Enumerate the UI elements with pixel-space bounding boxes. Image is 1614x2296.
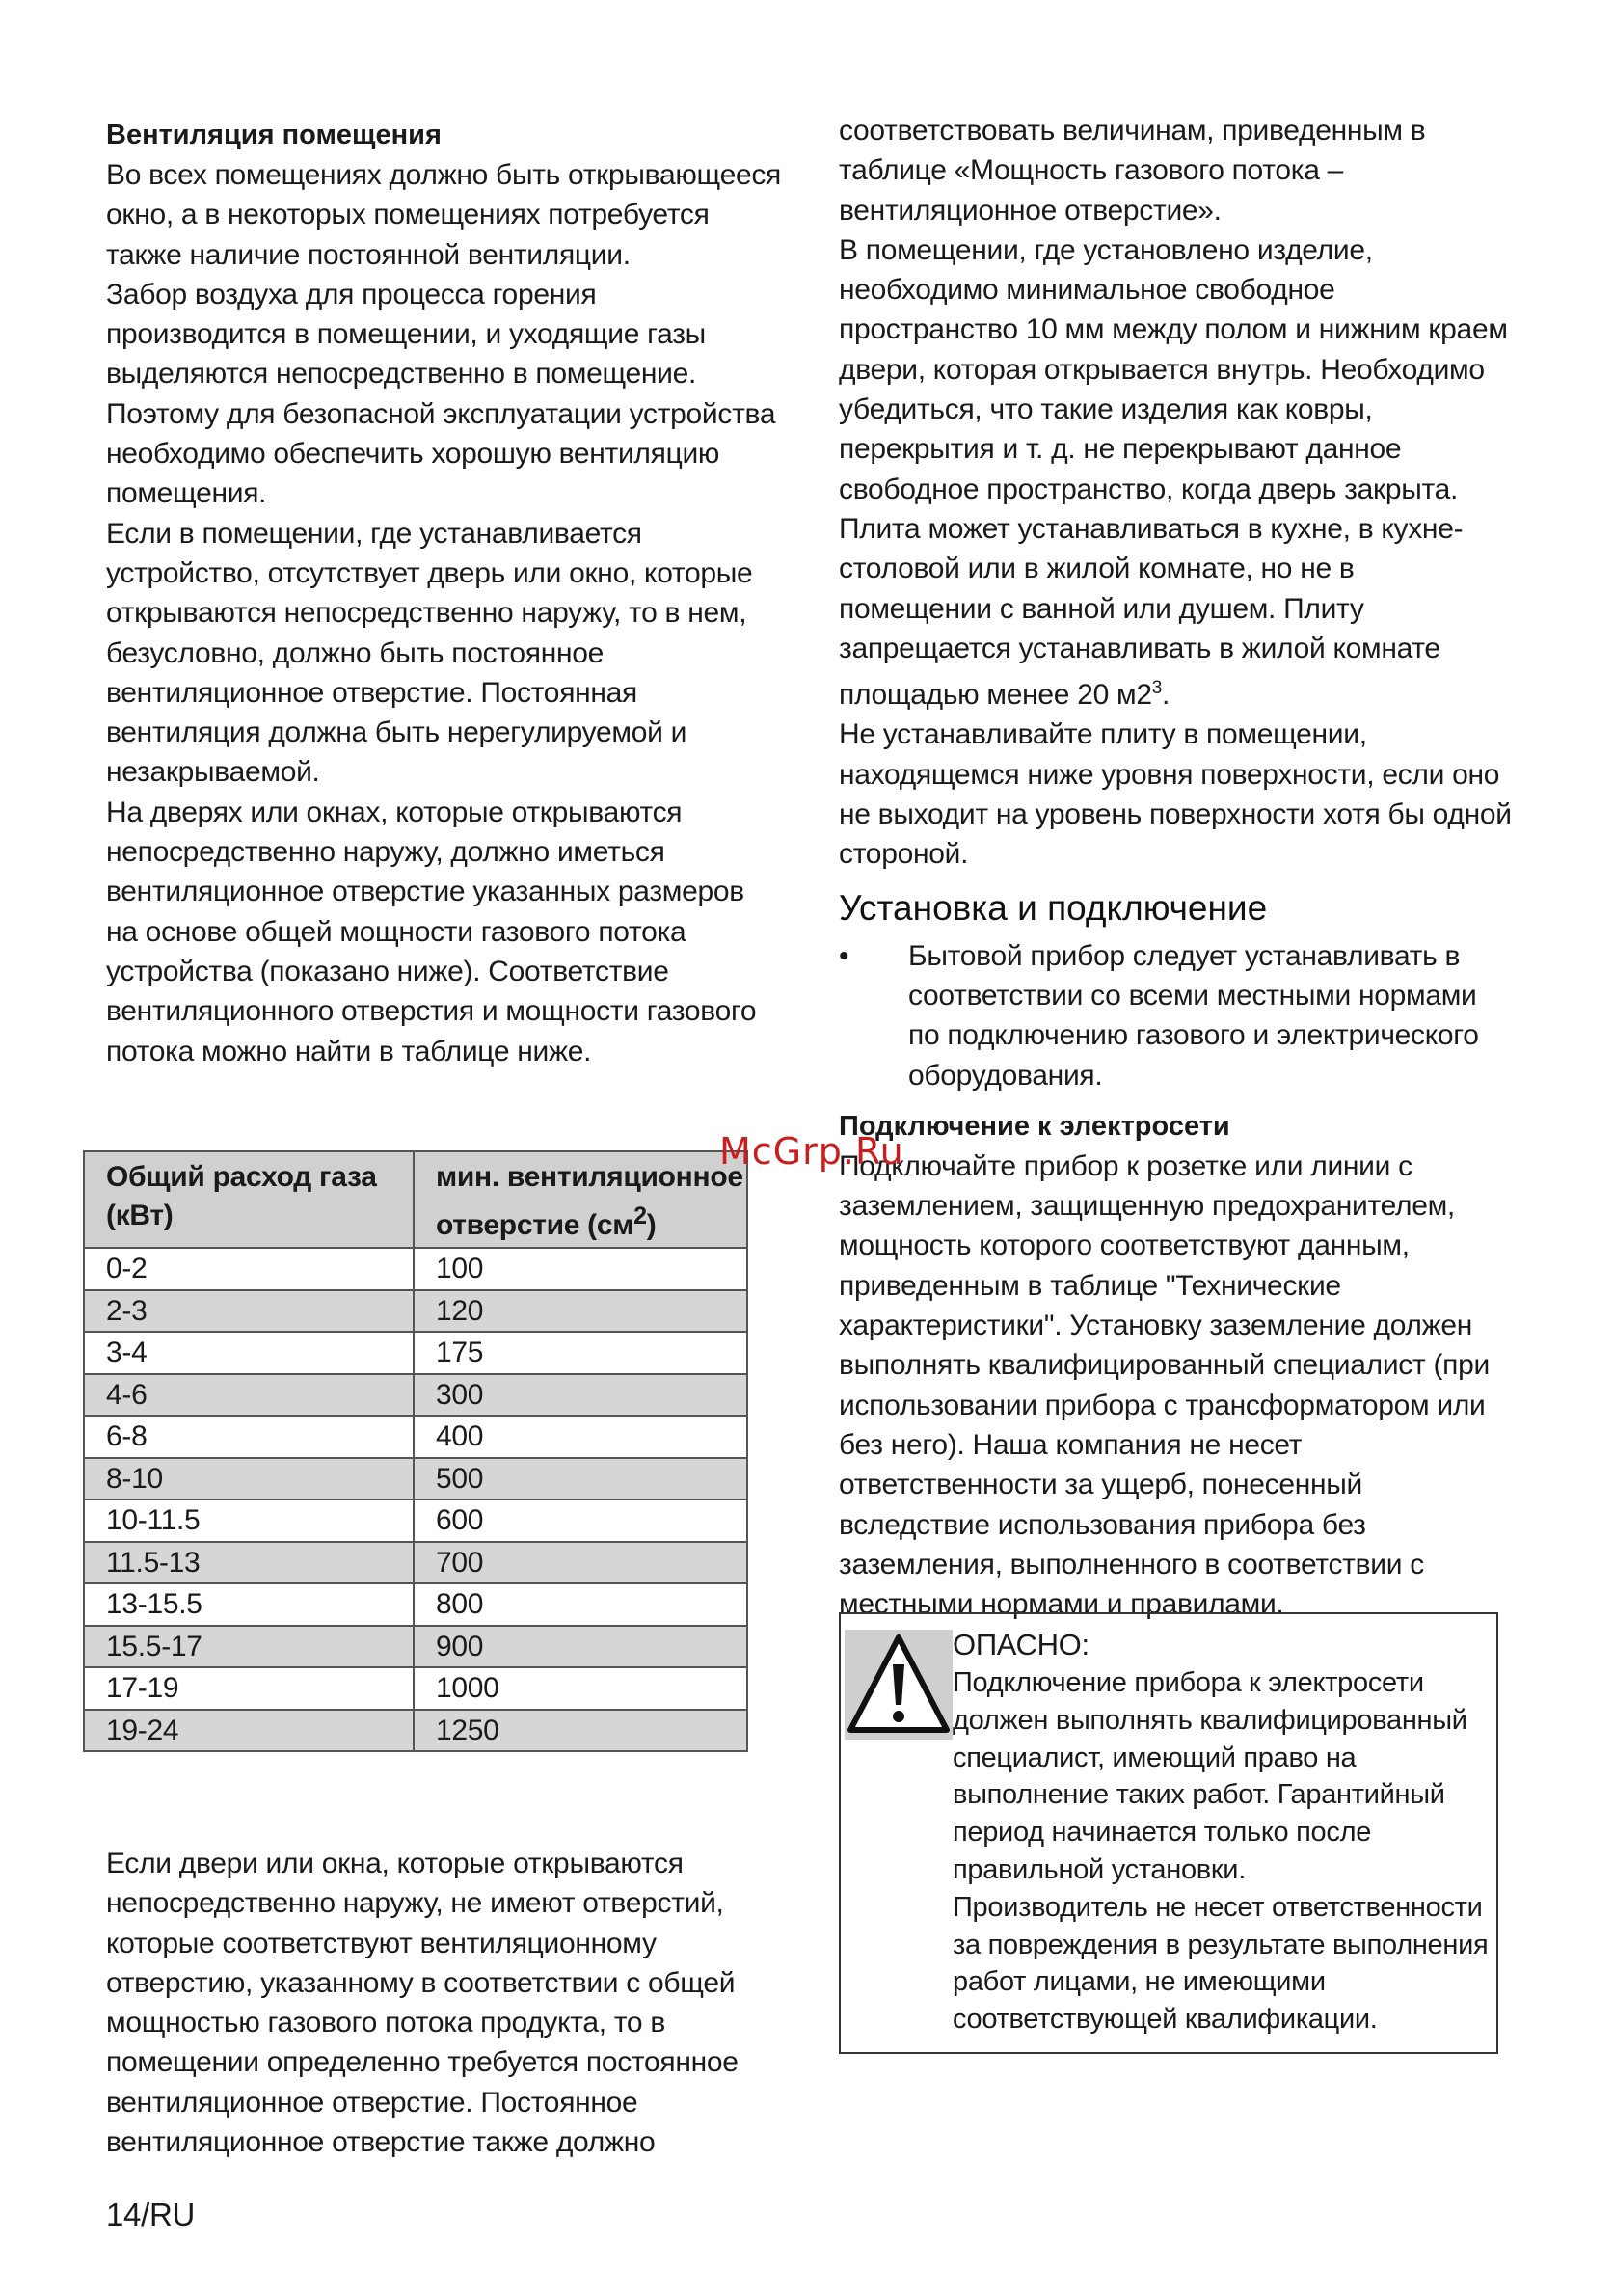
danger-box [839,1612,1498,2054]
danger-text-1: Подключение прибора к электросети должен выполнять квалифицированный специалист, имеющий право на выполнение таких работ. Гарантийный период начинается только после правильной установки. [953,1667,1467,1885]
area-cell: 800 [414,1583,747,1626]
install-bullet [839,936,1514,1095]
area-cell: 100 [414,1248,747,1290]
ventilation-paragraph-1: Во всех помещениях должно быть открывающееся окно, а в некоторых помещениях потребуется также наличие постоянной вентиляции. [106,159,781,271]
gas-cell: 19-24 [84,1710,414,1752]
right-paragraph-1: соответствовать величинам, приведенным в таблице «Мощность газового потока – вентиляционное отверстие». [839,115,1426,227]
gas-cell: 15.5-17 [84,1626,414,1668]
table-row [84,1583,747,1626]
ventilation-heading: Вентиляция помещения [106,120,442,150]
table-header-gas: Общий расход газа (кВт) [84,1151,414,1248]
table-header-vent-text: мин. вентиляционное отверстие (см [436,1161,743,1241]
table-row [84,1374,747,1417]
table-header-row [84,1151,747,1248]
warning-triangle-icon [845,1630,953,1740]
table-row [84,1626,747,1668]
right-column [839,111,1514,1624]
table-header-vent [414,1151,747,1248]
danger-text-block [953,1626,1493,2039]
left-column-lower [106,1844,781,2162]
left-column [106,116,781,1071]
gas-cell: 17-19 [84,1667,414,1710]
table-row [84,1248,747,1290]
table-row [84,1667,747,1710]
area-cell: 500 [414,1458,747,1500]
gas-cell: 3-4 [84,1332,414,1374]
area-cell: 600 [414,1499,747,1542]
area-cell: 900 [414,1626,747,1668]
electric-paragraph: Подключайте прибор к розетке или линии с заземлением, защищенную предохранителем, мощность которого соответствуют данным, приведенным в таблице "Технические характеристики". Установку заземление должен выполнять квалифицированный специалист (при использовании прибора с трансформатором или без него). Наша компания не несет ответственности за ущерб, понесенный вследствие использования прибора без заземления, выполненного в соответствии с местными нормами и правилами. [839,1149,1490,1621]
danger-text-2: Производитель не несет ответственности за повреждения в результате выполнения работ лицами, не имеющими соответствующей квалификации. [953,1891,1489,2036]
right-paragraph-3: Не устанавливайте плиту в помещении, находящемся ниже уровня поверхности, если оно не выходит на уровень поверхности хотя бы одной стороной. [839,718,1512,871]
right-paragraph-2 [839,230,1514,716]
gas-cell: 2-3 [84,1290,414,1333]
gas-cell: 10-11.5 [84,1499,414,1542]
table-row [84,1542,747,1584]
gas-cell: 4-6 [84,1374,414,1417]
area-cell: 1000 [414,1667,747,1710]
watermark: McGrp.Ru [719,1130,904,1173]
gas-cell: 13-15.5 [84,1583,414,1626]
gas-cell: 11.5-13 [84,1542,414,1584]
area-cell: 700 [414,1542,747,1584]
bullet-text: Бытовой прибор следует устанавливать в соответствии со всеми местными нормами по подключению газового и электрического оборудования. [908,939,1479,1092]
right-paragraph-2-end: . [1162,679,1170,712]
table-header-vent-close: ) [646,1209,657,1241]
area-cell: 120 [414,1290,747,1333]
ventilation-paragraph-5: Если двери или окна, которые открываются непосредственно наружу, не имеют отверстий, которые соответствуют вентиляционному отверстию, указанному в соответствии с общей мощностью газового потока продукта, то в помещении определенно требуется постоянное вентиляционное отверстие. Постоянное вентиляционное отверстие также должно [106,1848,739,2159]
table-row [84,1458,747,1500]
area-cell: 400 [414,1416,747,1458]
area-cell: 1250 [414,1710,747,1752]
table-row [84,1332,747,1374]
table-header-vent-sup: 2 [633,1202,647,1229]
area-cell: 300 [414,1374,747,1417]
ventilation-paragraph-2: Забор воздуха для процесса горения производится в помещении, и уходящие газы выделяются непосредственно в помещение. Поэтому для безопасной эксплуатации устройства необходимо обеспечить хорошую вентиляцию помещения. [106,278,776,510]
table-row [84,1416,747,1458]
area-cell: 175 [414,1332,747,1374]
electric-subheading: Подключение к электросети [839,1110,1230,1142]
gas-cell: 0-2 [84,1248,414,1290]
right-paragraph-2-text: В помещении, где установлено изделие, необходимо минимальное свободное пространство 10 мм между полом и нижним краем двери, которая открывается внутрь. Необходимо убедиться, что такие изделия как ковры, перекрытия и т. д. не перекрывают данное свободное пространство, когда дверь закрыта. Плита может устанавливаться в кухне, в кухне-столовой или в жилой комнате, но не в помещении с ванной или душем. Плиту запрещается устанавливать в жилой комнате площадью менее 20 м2 [839,233,1508,712]
footnote-sup: 3 [1151,678,1162,699]
page-number: 14/RU [106,2197,196,2232]
danger-title: ОПАСНО: [953,1628,1089,1661]
install-section-title: Установка и подключение [839,887,1268,928]
ventilation-paragraph-3: Если в помещении, где устанавливается устройство, отсутствует дверь или окно, которые открываются непосредственно наружу, то в нем, безусловно, должно быть постоянное вентиляционное отверстие. Постоянная вентиляция должна быть нерегулируемой и незакрываемой. [106,517,753,789]
ventilation-paragraph-4: На дверях или окнах, которые открываются непосредственно наружу, должно иметься вентиляционное отверстие указанных размеров на основе общей мощности газового потока устройства (показано ниже). Соответствие вентиляционного отверстия и мощности газового потока можно найти в таблице ниже. [106,796,757,1067]
ventilation-table [83,1150,748,1752]
table-row [84,1499,747,1542]
bullet-mark: • [839,939,849,972]
table-row [84,1290,747,1333]
gas-cell: 8-10 [84,1458,414,1500]
gas-cell: 6-8 [84,1416,414,1458]
table-row [84,1710,747,1752]
